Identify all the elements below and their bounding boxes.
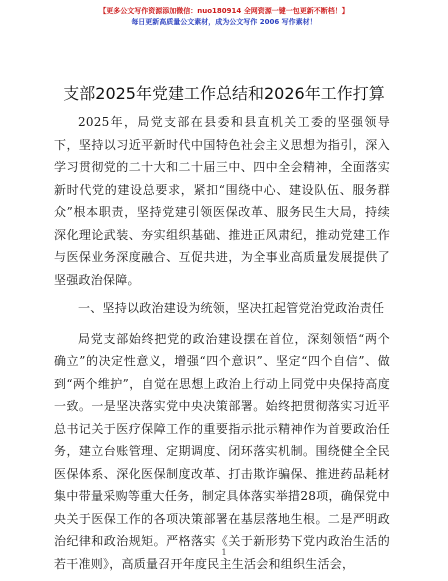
section-heading-1: 一、坚持以政治建设为统领，坚决扛起管党治党政治责任: [78, 301, 385, 315]
banner-promo-line: 【更多公文写作资源添加微信：nuo180914 全网资源一键一包更新不断档！】: [99, 7, 349, 15]
header-banner: [0, 6, 448, 28]
section-1-paragraph: 局党支部始终把党的政治建设摆在首位，深刻领悟“两个确立”的决定性意义，增强“四个意识”、坚定“四个自信”、做到“两个维护”，自觉在思想上政治上行动上同党中央保持高度一致。一是坚决落实党中央决策部署。始终把贯彻落实习近平总书记关于医疗保障工作的重要指示批示精神作为首要政治任务，建立台账管理、定期调度、闭环落实机制。围绕健全全民医保体系、深化医保制度改革、打击欺诈骗保、推进药品耗材集中带量采购等重大任务，制定具体落实举措28项，确保党中央关于医保工作的各项决策部署在基层落地生根。二是严明政治纪律和政治规矩。严格落实《关于新形势下党内政治生活的若干准则》，高质量召开年度民主生活会和组织生活会，: [54, 331, 390, 571]
document-title: 支部2025年党建工作总结和2026年工作打算: [63, 84, 385, 103]
intro-paragraph: 2025年，局党支部在县委和县直机关工委的坚强领导下，坚持以习近平新时代中国特色社会主义思想为指引，深入学习贯彻党的二十大和二十届三中、四中全会精神，全面落实新时代党的建设总要求，紧扣“围绕中心、建设队伍、服务群众”根本职责，坚持党建引领医保改革、服务民生大局，持续深化理论武装、夯实组织基础、推进正风肃纪，推动党建工作与医保业务深度融合、互促共进，为全事业高质量发展提供了坚强政治保障。: [54, 115, 390, 287]
document-body: [54, 111, 390, 581]
banner-subtitle-line: 每日更新高质量公文素材，成为公文写作 2006 写作素材！: [131, 18, 317, 26]
page-number: 1: [221, 548, 227, 557]
